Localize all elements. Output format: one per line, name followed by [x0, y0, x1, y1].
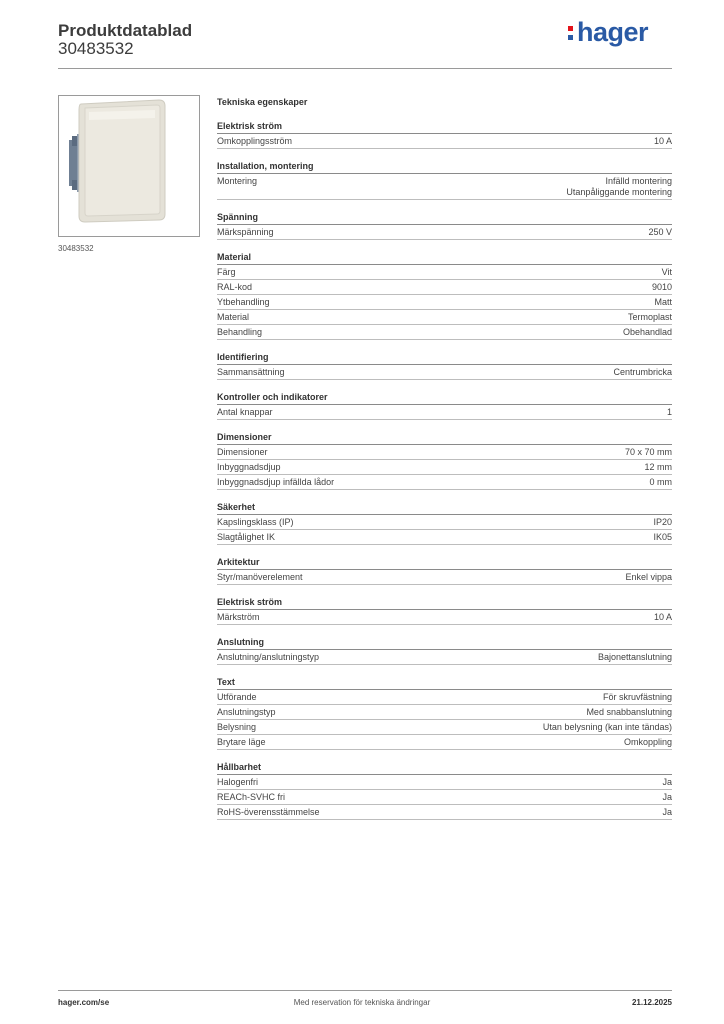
spec-row	[217, 570, 672, 585]
spec-value-line: Utan belysning (kan inte tändas)	[542, 722, 672, 732]
spec-row	[217, 805, 672, 820]
spec-value-line: 12 mm	[644, 462, 672, 472]
spec-group	[217, 555, 672, 585]
spec-value	[650, 477, 673, 488]
logo-text: hager	[577, 17, 649, 47]
spec-label: Ytbehandling	[217, 297, 270, 307]
spec-value-line: IK05	[653, 532, 672, 542]
spec-row	[217, 310, 672, 325]
spec-row	[217, 475, 672, 490]
spec-label: Anslutning/anslutningstyp	[217, 652, 320, 662]
spec-group-title: Hållbarhet	[217, 760, 672, 775]
spec-row	[217, 705, 672, 720]
footer-divider	[58, 990, 672, 991]
spec-group-title: Elektrisk ström	[217, 595, 672, 610]
spec-value	[662, 267, 672, 278]
spec-row	[217, 365, 672, 380]
spec-value	[586, 707, 672, 718]
spec-value	[625, 447, 672, 458]
page-title: Produktdatablad	[58, 21, 193, 40]
spec-value-line: Matt	[654, 297, 672, 307]
spec-value	[543, 722, 672, 733]
spec-value	[566, 176, 672, 198]
spec-value-line: IP20	[653, 517, 672, 527]
spec-value-line: Vit	[661, 267, 672, 277]
spec-value-line: Med snabbanslutning	[586, 707, 672, 717]
spec-label: Styr/manöverelement	[217, 572, 303, 582]
spec-row	[217, 515, 672, 530]
spec-group	[217, 350, 672, 380]
spec-value	[628, 312, 672, 323]
specs-heading: Tekniska egenskaper	[217, 97, 308, 107]
spec-value	[623, 327, 672, 338]
spec-row	[217, 174, 672, 200]
footer-date: 21.12.2025	[631, 998, 672, 1007]
spec-value	[624, 737, 672, 748]
spec-row	[217, 265, 672, 280]
spec-value-line: Ja	[662, 807, 672, 817]
spec-row	[217, 735, 672, 750]
spec-value	[613, 367, 672, 378]
spec-group-title: Säkerhet	[217, 500, 672, 515]
spec-value-line: 0 mm	[649, 477, 672, 487]
spec-group	[217, 390, 672, 420]
spec-label: Montering	[217, 176, 258, 186]
spec-group	[217, 675, 672, 750]
spec-row	[217, 460, 672, 475]
spec-row	[217, 134, 672, 149]
spec-value	[648, 227, 672, 238]
spec-row	[217, 650, 672, 665]
spec-value-line: Infälld montering	[605, 176, 672, 186]
spec-groups	[217, 119, 672, 820]
spec-value	[662, 792, 672, 803]
spec-label: Dimensioner	[217, 447, 268, 457]
spec-value-line: 10 A	[653, 612, 672, 622]
spec-group-title: Elektrisk ström	[217, 119, 672, 134]
spec-row	[217, 325, 672, 340]
spec-label: Kapslingsklass (IP)	[217, 517, 294, 527]
spec-group	[217, 119, 672, 149]
spec-group	[217, 760, 672, 820]
spec-row	[217, 790, 672, 805]
spec-label: Halogenfri	[217, 777, 259, 787]
spec-row	[217, 405, 672, 420]
footer-website[interactable]: hager.com/se	[58, 998, 110, 1007]
spec-row	[217, 225, 672, 240]
spec-label: Slagtålighet IK	[217, 532, 276, 542]
spec-value-line: 70 x 70 mm	[624, 447, 672, 457]
spec-value	[653, 517, 672, 528]
spec-value	[662, 777, 672, 788]
spec-value-line: Enkel vippa	[625, 572, 672, 582]
spec-value	[603, 692, 672, 703]
spec-label: Behandling	[217, 327, 263, 337]
spec-group	[217, 635, 672, 665]
spec-value-line: Ja	[662, 777, 672, 787]
spec-label: Utförande	[217, 692, 257, 702]
spec-group	[217, 250, 672, 340]
spec-value-line: Obehandlad	[622, 327, 672, 337]
spec-group-title: Identifiering	[217, 350, 672, 365]
spec-value	[662, 807, 672, 818]
document-number: 30483532	[58, 39, 134, 58]
spec-group	[217, 159, 672, 200]
spec-label: REACh-SVHC fri	[217, 792, 286, 802]
spec-value-line: Omkoppling	[623, 737, 672, 747]
spec-label: Sammansättning	[217, 367, 285, 377]
header-divider	[58, 68, 672, 69]
spec-label: Färg	[217, 267, 236, 277]
spec-row	[217, 610, 672, 625]
spec-row	[217, 690, 672, 705]
spec-value	[652, 282, 672, 293]
spec-group-title: Text	[217, 675, 672, 690]
spec-group-title: Anslutning	[217, 635, 672, 650]
spec-value-line: 1	[666, 407, 672, 417]
spec-label: Inbyggnadsdjup	[217, 462, 281, 472]
spec-row	[217, 720, 672, 735]
spec-row	[217, 775, 672, 790]
spec-value	[653, 532, 672, 543]
spec-label: Belysning	[217, 722, 257, 732]
spec-group-title: Kontroller och indikatorer	[217, 390, 672, 405]
spec-label: Märkspänning	[217, 227, 274, 237]
spec-group-title: Material	[217, 250, 672, 265]
spec-label: Brytare läge	[217, 737, 266, 747]
spec-group-title: Spänning	[217, 210, 672, 225]
spec-group-title: Arkitektur	[217, 555, 672, 570]
spec-value	[654, 136, 672, 147]
spec-value-line: 9010	[651, 282, 672, 292]
spec-value	[598, 652, 672, 663]
spec-value-line: 250 V	[648, 227, 672, 237]
spec-value	[654, 297, 672, 308]
spec-value-line: För skruvfästning	[602, 692, 672, 702]
spec-label: RoHS-överensstämmelse	[217, 807, 320, 817]
switch-product-icon	[59, 96, 199, 236]
spec-value-line: Termoplast	[627, 312, 672, 322]
spec-row	[217, 530, 672, 545]
specifications	[217, 95, 672, 830]
spec-value-line: Utanpåliggande montering	[566, 187, 672, 197]
spec-row	[217, 295, 672, 310]
logo-dots-icon	[568, 26, 574, 42]
spec-value	[654, 612, 672, 623]
spec-row	[217, 280, 672, 295]
spec-value	[667, 407, 672, 418]
spec-value	[644, 462, 672, 473]
spec-label: Material	[217, 312, 250, 322]
spec-group	[217, 595, 672, 625]
spec-row	[217, 445, 672, 460]
spec-label: Inbyggnadsdjup infällda lådor	[217, 477, 335, 487]
spec-group	[217, 210, 672, 240]
spec-label: Märkström	[217, 612, 260, 622]
spec-value-line: 10 A	[653, 136, 672, 146]
spec-label: Anslutningstyp	[217, 707, 276, 717]
product-image	[58, 95, 200, 237]
hager-logo	[568, 17, 648, 47]
spec-label: Antal knappar	[217, 407, 273, 417]
spec-label: Omkopplingsström	[217, 136, 293, 146]
spec-value	[625, 572, 672, 583]
footer-disclaimer: Med reservation för tekniska ändringar	[293, 998, 431, 1007]
spec-value-line: Centrumbricka	[613, 367, 672, 377]
spec-group	[217, 430, 672, 490]
spec-value-line: Ja	[662, 792, 672, 802]
spec-label: RAL-kod	[217, 282, 253, 292]
spec-group-title: Installation, montering	[217, 159, 672, 174]
spec-group-title: Dimensioner	[217, 430, 672, 445]
spec-value-line: Bajonettanslutning	[597, 652, 672, 662]
product-image-caption: 30483532	[58, 244, 94, 253]
spec-group	[217, 500, 672, 545]
